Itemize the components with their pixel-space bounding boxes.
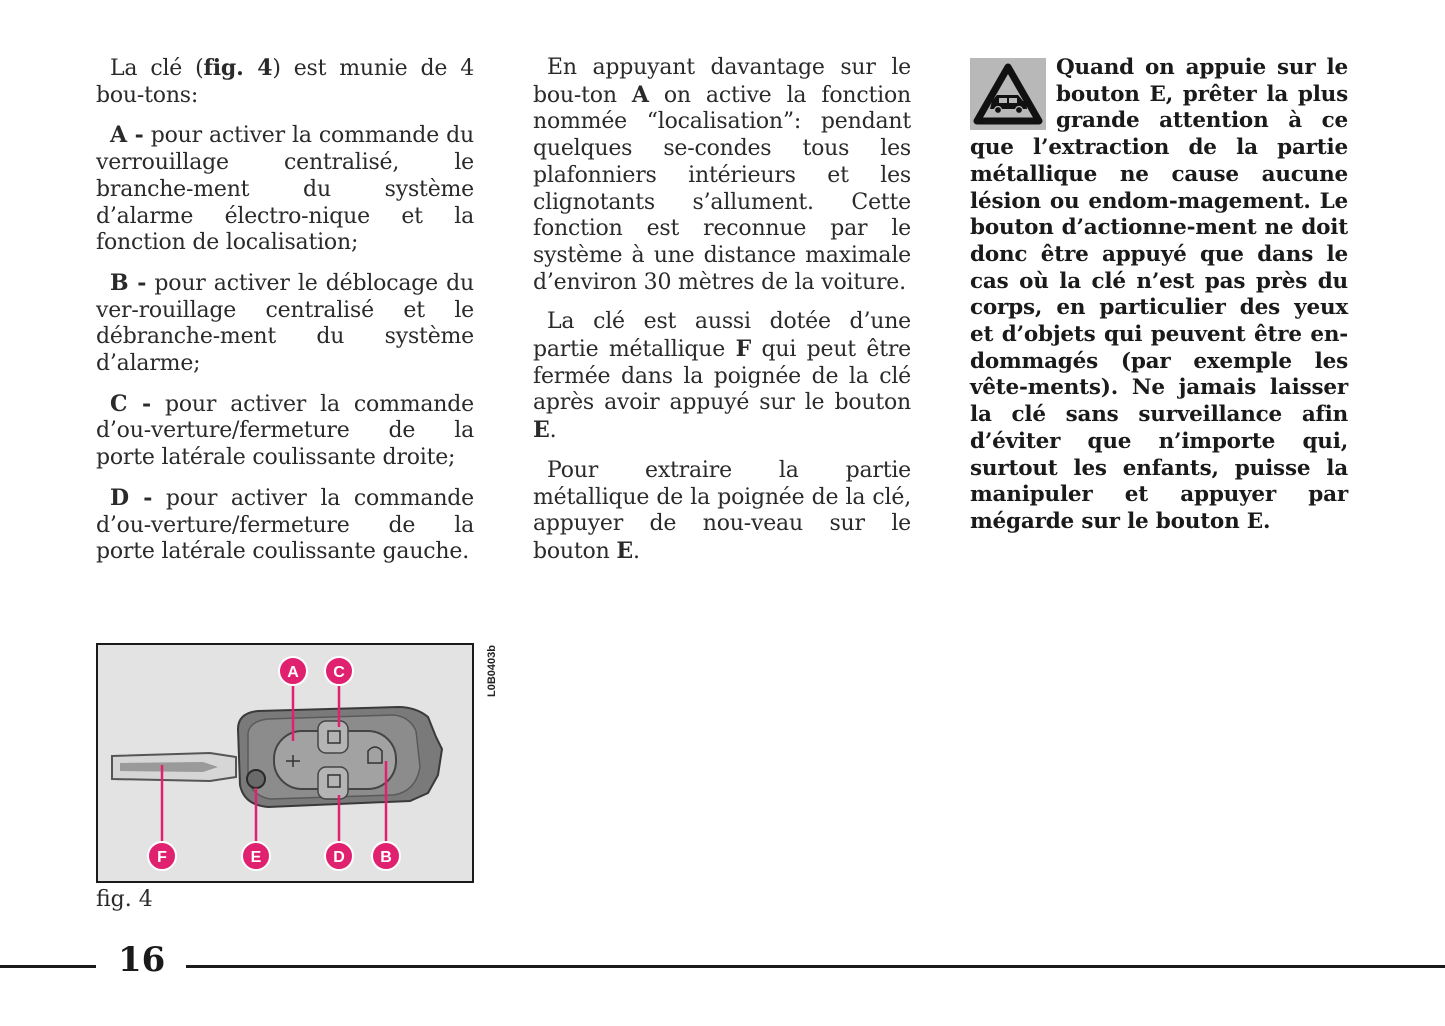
warning-text: Quand on appuie sur le bouton E, prêter la plus grande attention à ce que l’extraction de la partie métallique ne cause aucune lésion ou endom-magement. Le bouton d’actionne-ment ne doit donc être appuyé que dans le cas où la clé n’est pas près du corps, en particulier des yeux et d’objets qui peuvent être en-dommagés (par exemple les vête-ments). Ne jamais laisser la clé sans surveillance afin d’éviter que n’importe qui, surtout les enfants, puisse la manipuler et appuyer par mégarde sur le bouton E.: [970, 55, 1348, 534]
svg-text:E: E: [250, 849, 262, 866]
fig-reference[interactable]: fig. 4: [203, 55, 273, 81]
column-2: [533, 55, 911, 579]
warning-block: [970, 55, 1348, 549]
svg-text:A: A: [287, 664, 299, 681]
svg-text:F: F: [157, 849, 167, 866]
intro-paragraph: La clé (fig. 4) est munie de 4 bou-tons:: [96, 55, 474, 108]
svg-text:B: B: [380, 849, 392, 866]
button-item-a: A - pour activer la commande du verrouillage centralisé, le branche-ment du système d’alarme électro-nique et la fonction de localisation;: [96, 122, 474, 256]
warning-triangle-car-icon: [970, 58, 1046, 130]
column-1: [96, 55, 474, 579]
callout-layer: [98, 645, 472, 881]
button-item-c: C - pour activer la commande d’ou-verture/fermeture de la porte latérale coulissante droite;: [96, 390, 474, 471]
page-number: 16: [118, 940, 166, 980]
metal-part-paragraph: La clé est aussi dotée d’une partie métallique F qui peut être fermée dans la poignée de la clé après avoir appuyé sur le bouton E.: [533, 309, 912, 444]
svg-text:D: D: [333, 849, 345, 866]
key-figure: [96, 643, 474, 883]
button-item-b: B - pour activer le déblocage du ver-rouillage centralisé et le débranche-ment du système d’alarme;: [96, 269, 474, 377]
callout-c: [325, 657, 353, 685]
callout-e: [242, 842, 270, 870]
callout-a: [279, 657, 307, 685]
svg-text:C: C: [333, 664, 345, 681]
footer-rule-right: [186, 965, 1445, 968]
callout-b: [372, 842, 400, 870]
localisation-paragraph: En appuyant davantage sur le bou-ton A on active la fonction nommée “localisation”: pendant quelques se-condes tous les plafonniers intérieurs et les clignotants s’allument. Cette fonction est reconnue par le système à une distance maximale d’environ 30 mètres de la voiture.: [533, 55, 911, 295]
callout-d: [325, 842, 353, 870]
extract-paragraph: Pour extraire la partie métallique de la poignée de la clé, appuyer de nou-veau sur le bouton E.: [533, 457, 911, 564]
callout-f: [148, 842, 176, 870]
figure-code: L0B0403b: [486, 645, 498, 697]
button-item-d: D - pour activer la commande d’ou-verture/fermeture de la porte latérale coulissante gauche.: [96, 484, 474, 565]
figure-caption: fig. 4: [96, 887, 153, 912]
footer-rule-left: [0, 965, 96, 968]
